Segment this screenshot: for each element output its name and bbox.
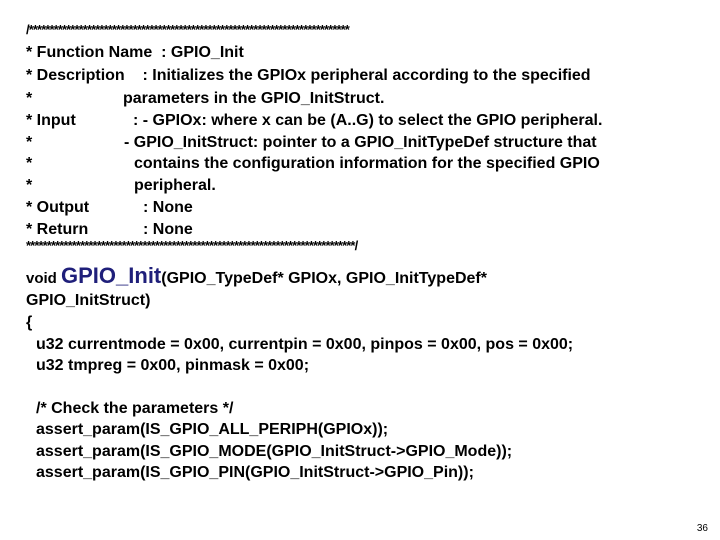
header-line-description-cont xyxy=(26,90,385,108)
line-text: contains the configuration information for the specified GPIO xyxy=(134,155,600,172)
line-marker: * Input xyxy=(26,112,76,129)
assert-line-3: assert_param(IS_GPIO_PIN(GPIO_InitStruct->GPIO_Pin)); xyxy=(36,464,474,481)
line-text: GPIO_Init xyxy=(170,44,244,61)
declaration-line-2: u32 tmpreg = 0x00, pinmask = 0x00; xyxy=(36,357,310,374)
line-text: : None xyxy=(143,199,193,216)
header-line-description xyxy=(26,67,591,85)
line-text: parameters in the GPIO_InitStruct. xyxy=(123,90,385,107)
line-marker: * xyxy=(26,134,33,151)
header-line-function-name xyxy=(26,44,244,62)
void-keyword: void xyxy=(26,270,62,287)
header-line-input-cont3 xyxy=(26,177,216,195)
line-text: : None xyxy=(143,221,193,238)
line-text: - GPIO_InitStruct: pointer to a GPIO_InitTypeDef structure that xyxy=(124,134,597,151)
line-marker: * xyxy=(26,177,33,194)
declaration-line-1: u32 currentmode = 0x00, currentpin = 0x00, pinpos = 0x00, pos = 0x00; xyxy=(36,336,574,353)
comment-bottom-border: *******************************************************************************/ xyxy=(26,240,358,252)
signature-params: (GPIO_TypeDef* GPIOx, GPIO_InitTypeDef* xyxy=(161,270,487,287)
assert-line-2: assert_param(IS_GPIO_MODE(GPIO_InitStruct->GPIO_Mode)); xyxy=(36,443,513,460)
line-sep: : xyxy=(124,67,153,84)
header-line-input-cont1 xyxy=(26,134,597,152)
header-line-output xyxy=(26,199,193,217)
function-name: GPIO_Init xyxy=(61,263,162,288)
line-marker: * xyxy=(26,155,33,172)
line-marker: * xyxy=(26,90,33,107)
comment-top-border: /***************************************************************************** xyxy=(26,24,349,36)
line-sep: : xyxy=(152,44,171,61)
page-number: 36 xyxy=(696,523,708,534)
signature-continuation: GPIO_InitStruct) xyxy=(26,292,151,309)
line-marker: * Return xyxy=(26,221,89,238)
line-marker: * Output xyxy=(26,199,90,216)
open-brace: { xyxy=(26,314,33,331)
code-comment: /* Check the parameters */ xyxy=(36,400,234,417)
line-marker: * Function Name xyxy=(26,44,153,61)
line-marker: * Description xyxy=(26,67,125,84)
header-line-return xyxy=(26,221,193,239)
line-text: : - GPIOx: where x can be (A..G) to select the GPIO peripheral. xyxy=(133,112,603,129)
header-line-input-cont2 xyxy=(26,155,600,173)
line-text: peripheral. xyxy=(134,177,216,194)
header-line-input xyxy=(26,112,603,130)
function-signature xyxy=(26,263,487,292)
line-text: Initializes the GPIOx peripheral according to the specified xyxy=(152,67,591,84)
assert-line-1: assert_param(IS_GPIO_ALL_PERIPH(GPIOx)); xyxy=(36,421,389,438)
